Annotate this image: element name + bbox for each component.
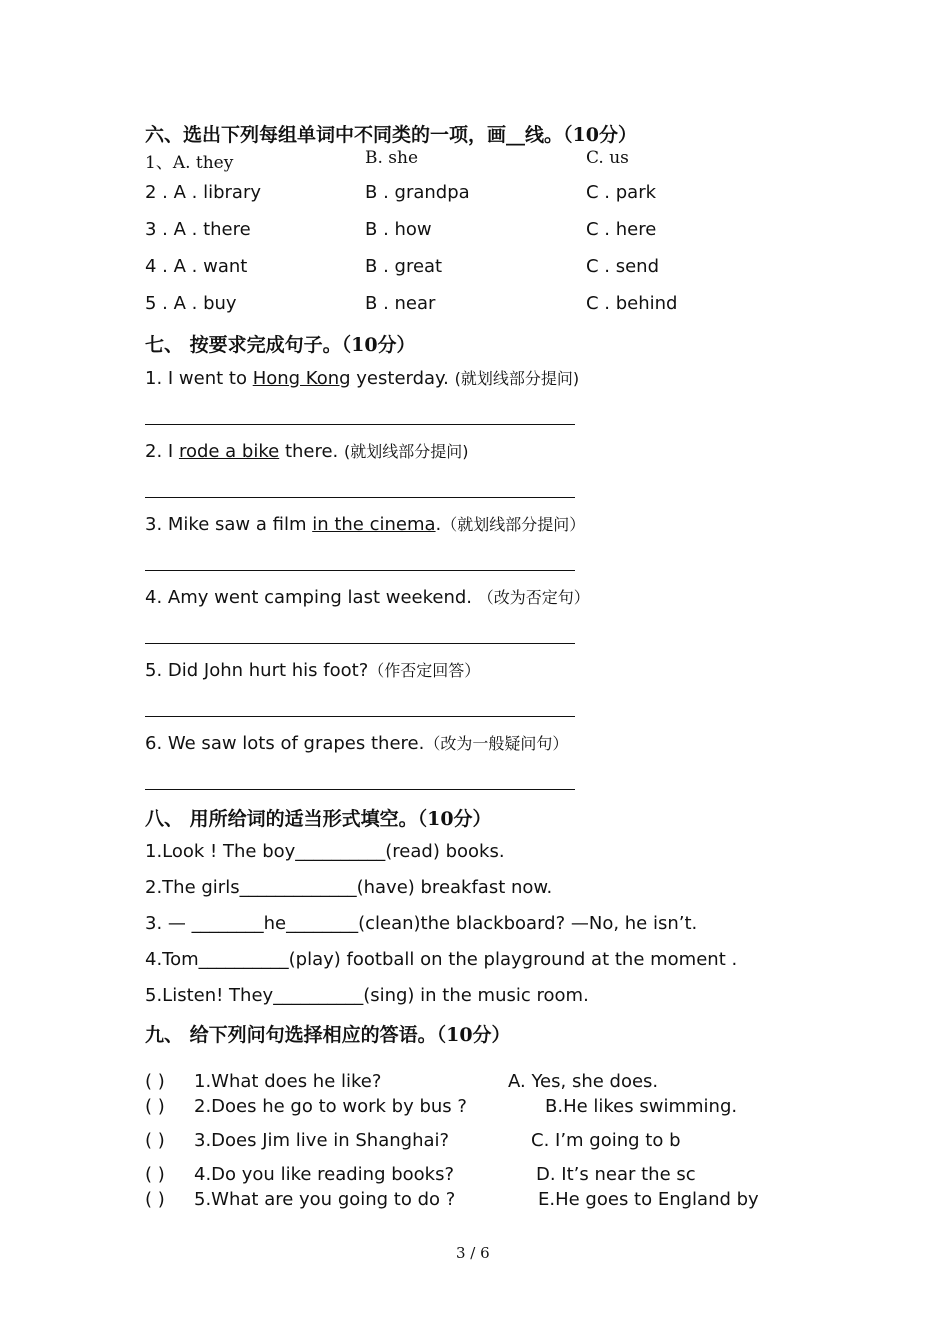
answer-paren-5[interactable]: ( ) (145, 1189, 165, 1210)
answer-line-6[interactable] (145, 789, 575, 790)
s7-question-6: 6. We saw lots of grapes there.（改为一般疑问句） (145, 733, 569, 754)
answer-paren-2[interactable]: ( ) (145, 1096, 165, 1117)
s8-item-5: 5.Listen! They__________(sing) in the music room. (145, 985, 589, 1006)
s9-answer-c: C. I’m going to b (531, 1130, 681, 1151)
s6-row3-c: C . here (586, 219, 657, 240)
s9-question-1: 1.What does he like? (194, 1071, 382, 1092)
s6-row3-a: 3 . A . there (145, 219, 251, 240)
s7-question-4: 4. Amy went camping last weekend. （改为否定句） (145, 587, 590, 608)
s6-row2-c: C . park (586, 182, 657, 203)
section-8-title: 八、 用所给词的适当形式填空。（10分） (145, 808, 492, 830)
s7-question-1: 1. I went to Hong Kong yesterday. (就划线部分提问) (145, 368, 580, 389)
s7-question-3: 3. Mike saw a film in the cinema.（就划线部分提问） (145, 514, 586, 535)
s9-question-3: 3.Does Jim live in Shanghai? (194, 1130, 450, 1151)
s8-item-2: 2.The girls_____________(have) breakfast now. (145, 877, 553, 898)
section-6-title: 六、选出下列每组单词中不同类的一项，画__线。（10分） (145, 124, 637, 146)
answer-paren-3[interactable]: ( ) (145, 1130, 165, 1151)
section-9-title: 九、 给下列问句选择相应的答语。（10分） (145, 1024, 511, 1046)
s9-question-5: 5.What are you going to do ? (194, 1189, 456, 1210)
s7-question-5: 5. Did John hurt his foot?（作否定回答） (145, 660, 481, 681)
s6-row1-c: C. us (586, 148, 629, 168)
s6-row4-a: 4 . A . want (145, 256, 248, 277)
s8-item-4: 4.Tom__________(play) football on the playground at the moment . (145, 949, 738, 970)
s9-answer-b: B.He likes swimming. (545, 1096, 738, 1117)
answer-line-2[interactable] (145, 497, 575, 498)
s8-item-1: 1.Look ! The boy__________(read) books. (145, 841, 505, 862)
page-number: 3 / 6 (456, 1244, 490, 1262)
answer-line-5[interactable] (145, 716, 575, 717)
answer-paren-1[interactable]: ( ) (145, 1071, 165, 1092)
s7-question-2: 2. I rode a bike there. (就划线部分提问) (145, 441, 469, 462)
s9-answer-d: D. It’s near the sc (536, 1164, 696, 1185)
s6-row5-a: 5 . A . buy (145, 293, 237, 314)
answer-paren-4[interactable]: ( ) (145, 1164, 165, 1185)
s9-question-4: 4.Do you like reading books? (194, 1164, 455, 1185)
s6-row4-c: C . send (586, 256, 660, 277)
s9-answer-a: A. Yes, she does. (508, 1071, 659, 1092)
s6-row5-b: B . near (365, 293, 436, 314)
answer-line-1[interactable] (145, 424, 575, 425)
s6-row1-a: 1、A. they (145, 153, 234, 173)
s9-question-2: 2.Does he go to work by bus ? (194, 1096, 467, 1117)
s6-row5-c: C . behind (586, 293, 678, 314)
s6-row3-b: B . how (365, 219, 432, 240)
s6-row2-b: B . grandpa (365, 182, 470, 203)
answer-line-4[interactable] (145, 643, 575, 644)
s8-item-3: 3. — ________he________(clean)the blackboard? —No, he isn’t. (145, 913, 698, 934)
s6-row1-b: B. she (365, 148, 419, 168)
answer-line-3[interactable] (145, 570, 575, 571)
s6-row2-a: 2 . A . library (145, 182, 262, 203)
s6-row4-b: B . great (365, 256, 443, 277)
section-7-title: 七、 按要求完成句子。（10分） (145, 334, 416, 356)
s9-answer-e: E.He goes to England by (538, 1189, 759, 1210)
